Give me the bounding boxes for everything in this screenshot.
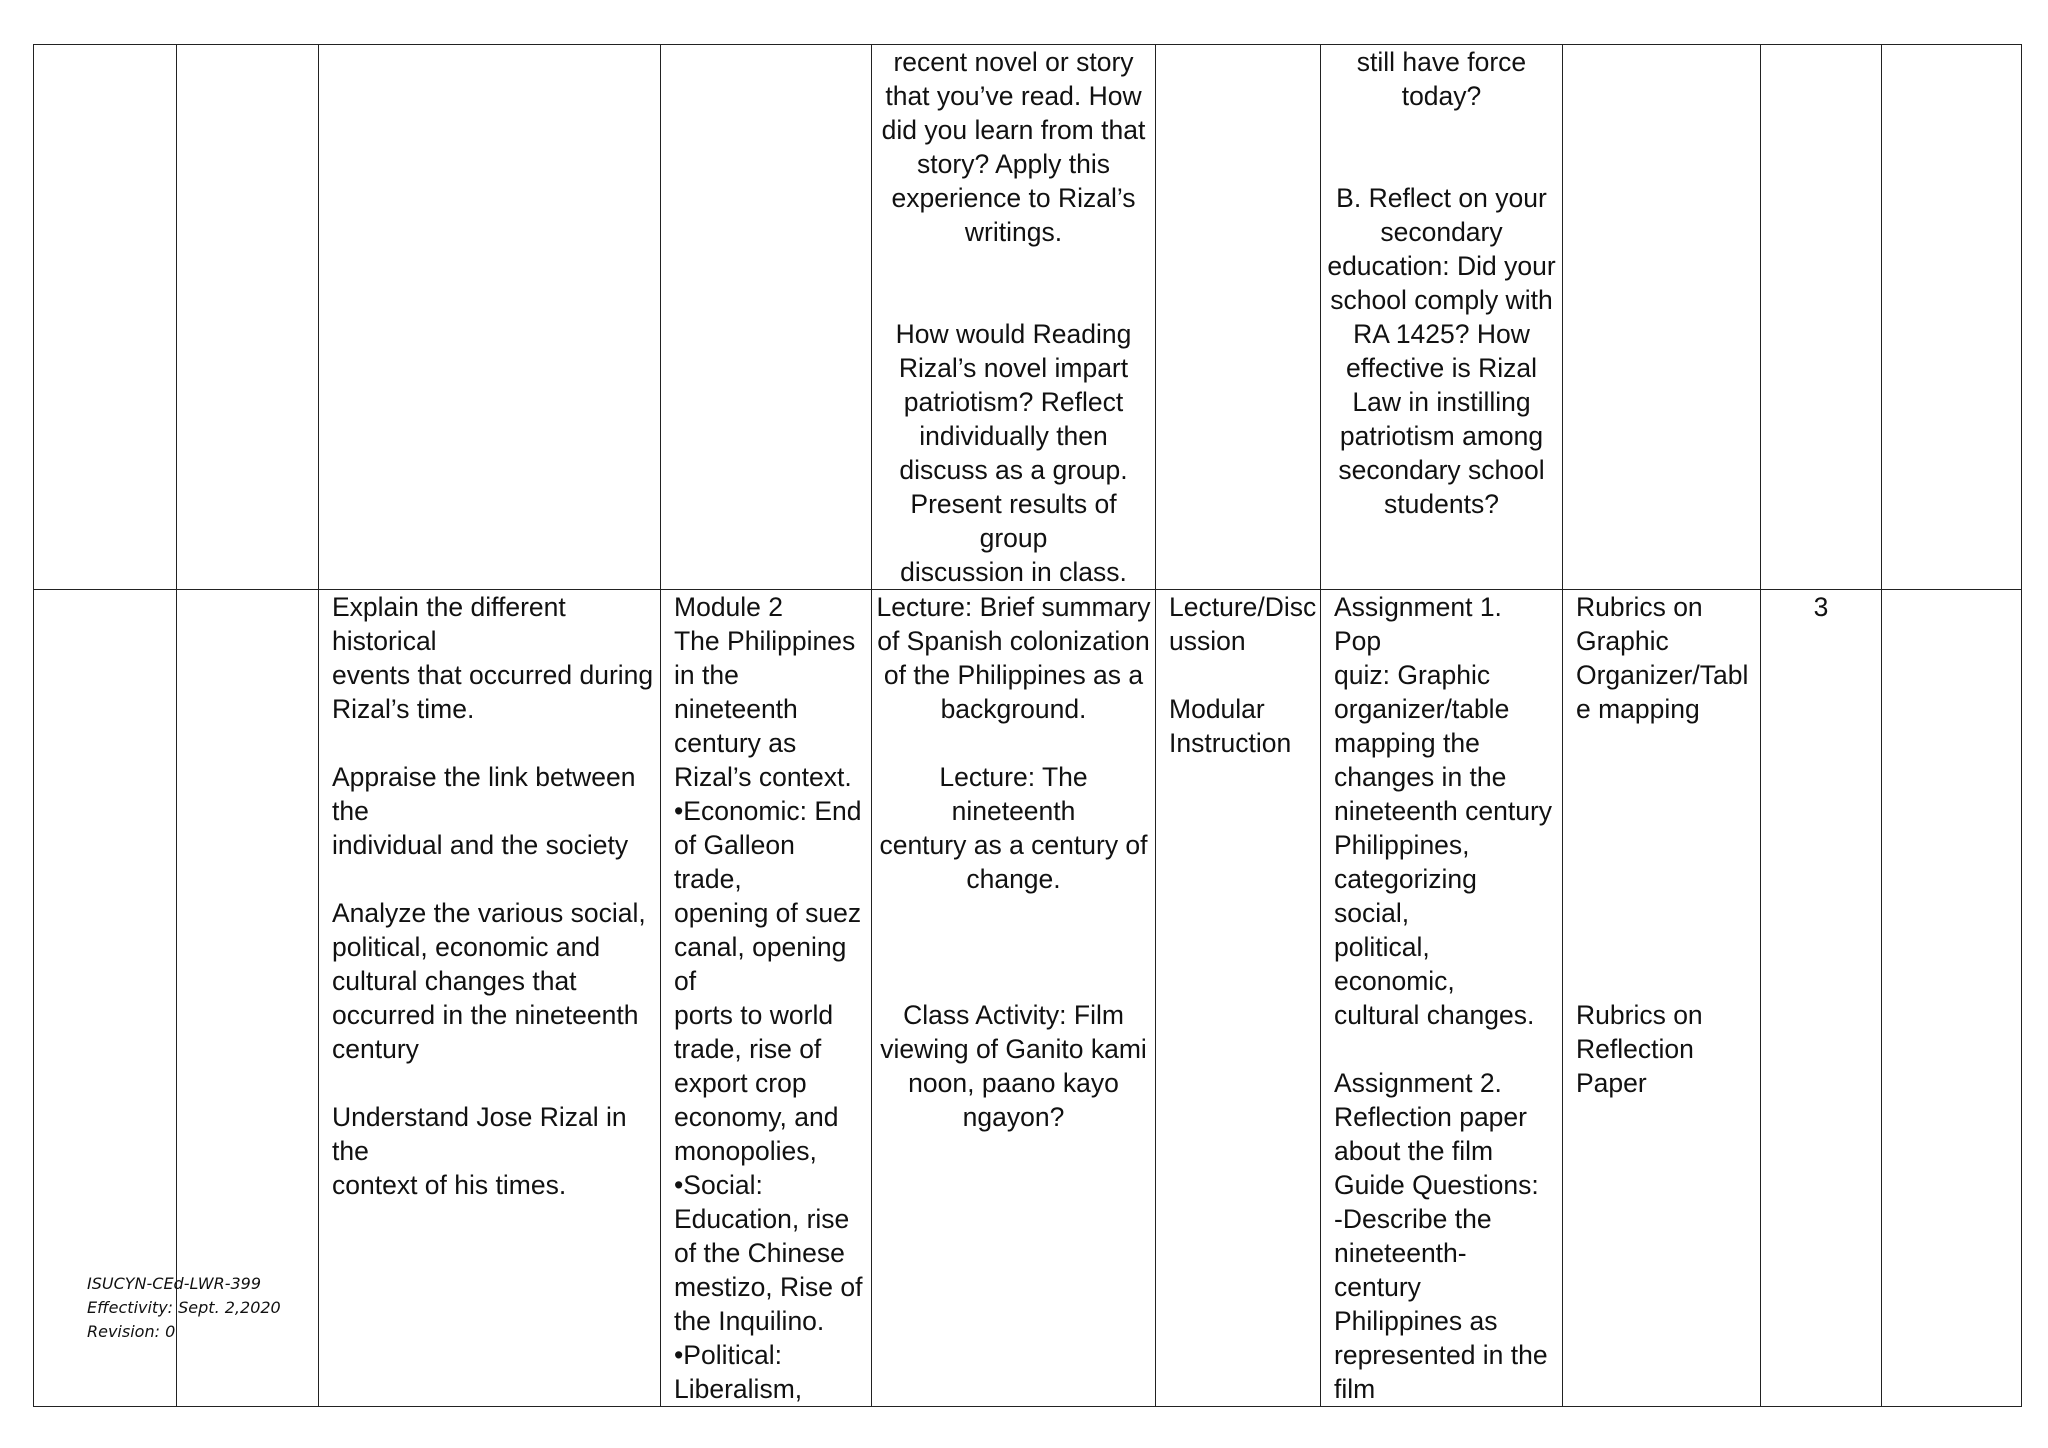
assessment-text: Assignment 1. Pop quiz: Graphic organizer/table mapping the changes in the nineteenth century Philippines, categorizing social, political, economic, cultural changes. [1334,592,1553,1030]
method-text: Modular Instruction [1169,694,1292,758]
rubrics-cell [1563,590,1761,1407]
rubrics-cell [1563,45,1761,590]
assessment-text: still have force today? [1356,47,1527,111]
assessment-text: B. Reflect on your secondary education: Did your school comply with RA 1425? How effective is Rizal Law in instilling patriotism among secondary school students? [1327,183,1556,519]
hours-cell [1761,45,1882,590]
activity-text: recent novel or story that you’ve read. How did you learn from that story? Apply this experience to Rizal’s writings. [881,47,1146,247]
method-text: Lecture/Disc ussion [1169,592,1317,656]
outcome-text: Appraise the link between the individual and the society [332,762,636,860]
week-cell [34,45,177,590]
content-text: Module 2 The Philippines in the nineteenth century as Rizal’s context. •Economic: End of Galleon trade, opening of suez canal, opening of ports to world trade, rise of export crop economy, and monopolies, •Social: Education, rise of the Chinese mestizo, Rise of the Inquilino. •Political: Liberalism, [674,592,863,1404]
activity-text: Class Activity: Film viewing of Ganito kami noon, paano kayo ngayon? [880,1000,1147,1132]
remarks-cell [1882,45,2022,590]
form-code: ISUCYN-CEd-LWR-399 [87,1274,261,1293]
effectivity-date: Effectivity: Sept. 2,2020 [87,1298,281,1317]
hours-text: 3 [1813,592,1829,622]
syllabus-table [33,44,2022,1407]
methods-cell [1156,590,1321,1407]
outcome-text: Analyze the various social, political, economic and cultural changes that occurred in the nineteenth century [332,898,646,1064]
outcome-text: Understand Jose Rizal in the context of his times. [332,1102,627,1200]
learning-outcomes-cell [319,45,661,590]
course-content-cell [661,590,872,1407]
course-content-cell [661,45,872,590]
activity-text: How would Reading Rizal’s novel impart patriotism? Reflect individually then discuss as a group. Present results of group discussion in class. [895,319,1132,587]
assessment-cell [1321,590,1563,1407]
table-row [34,590,2022,1407]
revision-number: Revision: 0 [87,1322,176,1341]
outcome-text: Explain the different historical events that occurred during Rizal’s time. [332,592,654,724]
assessment-text: Assignment 2. Reflection paper about the film Guide Questions: -Describe the nineteenth- century Philippines as represented in the film [1334,1068,1548,1404]
teaching-activities-cell [872,45,1156,590]
teaching-activities-cell [872,590,1156,1407]
hours-cell [1761,590,1882,1407]
rubric-text: Rubrics on Reflection Paper [1576,1000,1703,1098]
assessment-cell [1321,45,1563,590]
topic-cell [177,45,319,590]
rubric-text: Rubrics on Graphic Organizer/Tabl e mapping [1576,592,1749,724]
table-row [34,45,2022,590]
remarks-cell [1882,590,2022,1407]
methods-cell [1156,45,1321,590]
activity-text: Lecture: Brief summary of Spanish colonization of the Philippines as a background. [876,592,1151,724]
activity-text: Lecture: The nineteenth century as a century of change. [879,762,1148,894]
document-footer [87,1272,281,1344]
learning-outcomes-cell [319,590,661,1407]
